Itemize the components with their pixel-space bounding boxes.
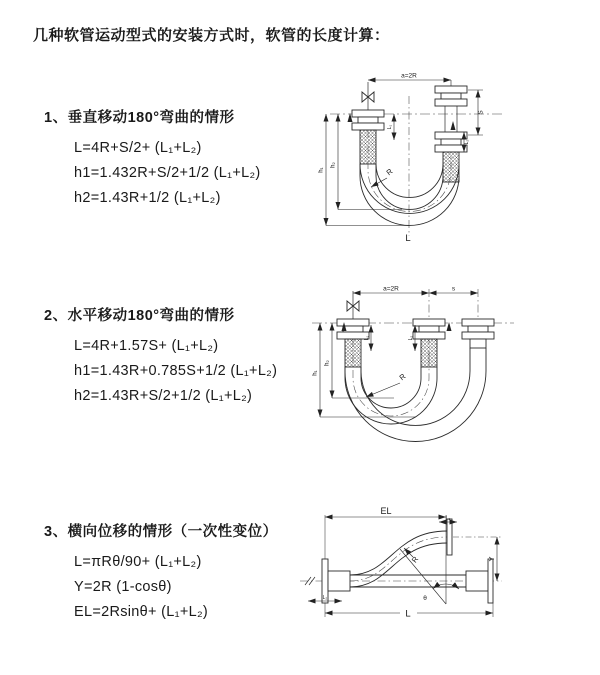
section-3-formula-Y: Y=2R (1-cosθ): [74, 579, 172, 595]
dim-label-h2: h₂: [330, 162, 337, 168]
section-2: [44, 304, 277, 409]
dim-label-conn-left: L₁: [364, 335, 370, 341]
left-flange: [352, 110, 384, 130]
move-arrow-icon: [451, 121, 456, 130]
hose-s-curve: [350, 519, 452, 587]
mid-flange: [413, 319, 445, 339]
valve-icon: [362, 82, 374, 110]
section-2-formula-h1: h1=1.43R+0.785S+1/2 (L₁+L₂): [74, 363, 278, 379]
dim-label-stroke: S: [477, 110, 485, 115]
page-title: 几种软管运动型式的安装方式时，软管的长度计算：: [33, 27, 390, 44]
hose-centerline: [350, 537, 447, 581]
section-1-heading: 1、垂直移动180°弯曲的情形: [44, 110, 235, 126]
dimension-lines: [308, 517, 497, 617]
angle-label: θ: [423, 595, 427, 602]
dim-label-h1: h₁: [318, 167, 325, 173]
dim-label-el: EL: [380, 506, 392, 516]
hose-u-bend: [345, 339, 486, 442]
section-2-heading: 2、水平移动180°弯曲的情形: [44, 308, 235, 324]
length-label: L: [405, 608, 411, 620]
hose-centerline: [353, 339, 429, 416]
section-2-formula-L: L=4R+1.57S+ (L₁+L₂): [74, 338, 219, 354]
section-1-formula-h2: h2=1.43R+1/2 (L₁+L₂): [74, 190, 221, 206]
hose-centerline: [368, 130, 451, 212]
stem-lines: [445, 106, 457, 132]
diagram-lateral-displacement: [296, 501, 536, 645]
dim-label-span: a=2R: [383, 285, 399, 293]
section-1: [44, 106, 261, 211]
section-3: [44, 520, 278, 625]
radius-label: R: [409, 554, 421, 565]
section-1-formula-h1: h1=1.432R+S/2+1/2 (L₁+L₂): [74, 165, 261, 181]
radius-label: R: [397, 371, 408, 383]
dim-label-conn-top: L₁: [445, 515, 451, 522]
dimension-lines: [320, 293, 478, 417]
dim-label-offset: Y: [487, 556, 496, 562]
section-2-formula-h2: h2=1.43R+S/2+1/2 (L₁+L₂): [74, 388, 253, 404]
displaced-flange: [447, 519, 452, 555]
diagram-vertical-180-bend: [306, 70, 598, 252]
right-flange-lower: [435, 132, 467, 152]
dim-label-conn-left: L₂: [322, 595, 328, 601]
section-3-formula-EL: EL=2Rsinθ+ (L₁+L₂): [74, 604, 209, 620]
radius-label: R: [384, 166, 395, 178]
dim-label-span: a=2R: [401, 72, 417, 80]
hose-straight-position: [350, 559, 493, 603]
dim-label-conn-right: L₂: [464, 139, 470, 145]
section-1-formula-L: L=4R+S/2+ (L₁+L₂): [74, 140, 202, 156]
diagram-horizontal-180-bend: [306, 281, 598, 453]
right-flange-upper: [435, 86, 467, 106]
dim-label-stroke: s: [451, 285, 456, 293]
right-flange: [462, 319, 494, 348]
dim-label-h1: h₁: [312, 370, 319, 376]
move-arrow-icon: [447, 322, 452, 331]
section-3-formula-L: L=πRθ/90+ (L₁+L₂): [74, 554, 202, 570]
dim-label-conn-right: L₂: [408, 335, 414, 341]
dim-label-conn-left: L₁: [387, 124, 393, 130]
section-3-heading: 3、横向位移的情形（一次性变位）: [44, 524, 278, 540]
valve-icon: [347, 291, 359, 319]
length-label: L: [405, 233, 411, 244]
dim-label-h2: h₂: [324, 360, 331, 366]
